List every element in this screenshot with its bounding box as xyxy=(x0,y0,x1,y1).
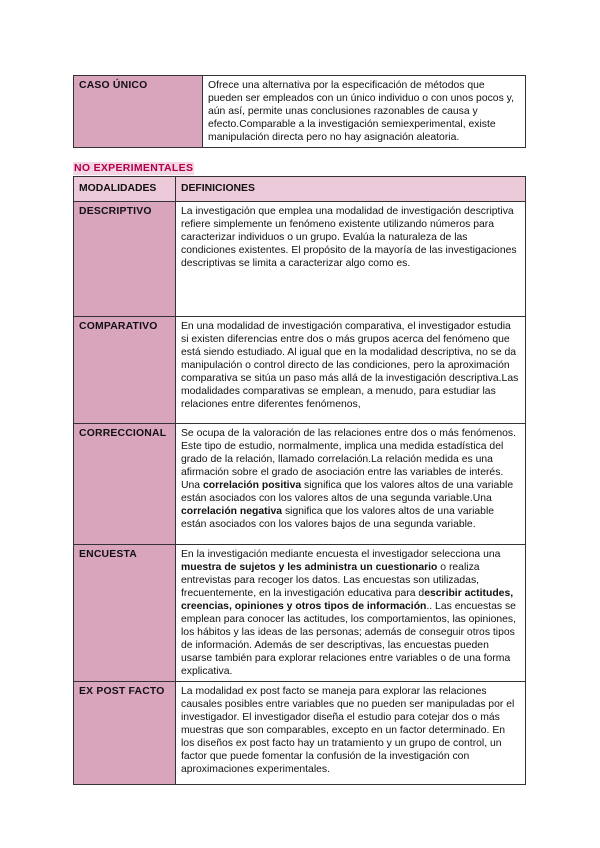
row-definition: Ofrece una alternativa por la especificación de métodos que pueden ser empleados con un único individuo o con unos pocos y, aún así, permite unas conclusiones razonables de causa y efecto.Comparable a la investigación semiexperimental, existe manipulación directa pero no hay asignación aleatoria. xyxy=(203,76,526,148)
emphasis-text: correlación negativa xyxy=(181,506,283,517)
table-row xyxy=(74,424,526,545)
row-label: EX POST FACTO xyxy=(74,682,176,785)
table-row xyxy=(74,317,526,424)
row-definition xyxy=(176,317,526,424)
table-header-row xyxy=(74,177,526,202)
definition-text: La modalidad ex post facto se maneja para explorar las relaciones causales posibles entre variables que no pueden ser manipuladas por el investigador. El investigador diseña el estudio para cotejar dos o más muestras que son comparables, excepto en un factor determinado. En los diseños ex post facto hay un tratamiento y un grupo de control, un factor que puede fomentar la confusión de la investigación con aproximaciones experimentales. xyxy=(181,686,515,775)
section-title: NO EXPERIMENTALES xyxy=(74,162,194,174)
table-row xyxy=(74,682,526,785)
row-label: CORRECCIONAL xyxy=(74,424,176,545)
row-definition xyxy=(176,202,526,317)
header-definiciones: DEFINICIONES xyxy=(176,177,526,202)
row-label: DESCRIPTIVO xyxy=(74,202,176,317)
definition-text: .. Las encuestas se emplean para conocer las actitudes, los comportamientos, las opiniones, los hábitos y las ideas de las personas; además de conseguir otros tipos de información. Además de ser descriptivas, las encuestas pueden usarse también para explorar relaciones entre variables o de una forma explicativa. xyxy=(181,601,516,677)
table-row xyxy=(74,76,526,148)
row-label: COMPARATIVO xyxy=(74,317,176,424)
definition-text: significa que los valores altos de una variable están asociados con los valores altos de una segunda variable.Una xyxy=(181,480,514,504)
table-row xyxy=(74,202,526,317)
definition-text: significa que los valores altos de una variable están asociados con los valores bajos de una segunda variable. xyxy=(181,506,495,530)
emphasis-text: muestra de sujetos y les administra un cuestionario xyxy=(181,562,438,573)
caso-unico-table xyxy=(73,75,526,148)
definition-text: o realiza entrevistas para recoger los datos. Las encuestas son utilizadas, frecuentemente, en la investigación educativa para d xyxy=(181,562,480,599)
definition-text: Se ocupa de la valoración de las relaciones entre dos o más fenómenos. Este tipo de estudio, normalmente, implica una medida estadística del grado de la relación, llamado correlación.La relación medida es una afirmación sobre el grado de asociación entre las variables de interés. Una xyxy=(181,428,517,491)
definition-text: En una modalidad de investigación comparativa, el investigador estudia si existen diferencias entre dos o más grupos acerca del fenómeno que está siendo estudiado. Al igual que en la modalidad descriptiva, no se da manipulación o control directo de las condiciones, pero la aproximación comparativa se sitúa un paso más allá de la investigación descriptiva.Las modalidades comparativas se emplean, a menudo, para estudiar las relaciones entre diferentes fenómenos, xyxy=(181,321,519,410)
modalidades-table xyxy=(73,176,526,785)
row-definition xyxy=(176,424,526,545)
row-definition xyxy=(176,545,526,682)
definition-text: En la investigación mediante encuesta el investigador selecciona una xyxy=(181,549,501,560)
row-label: CASO ÚNICO xyxy=(74,76,203,148)
definition-text: La investigación que emplea una modalidad de investigación descriptiva refiere simplemente un fenómeno existente utilizando números para caracterizar individuos o un grupo. Evalúa la naturaleza de las condiciones existentes. El propósito de la mayoría de las investigaciones descriptivas se limita a caracterizar algo como es. xyxy=(181,206,517,269)
emphasis-text: escribir actitudes, creencias, opiniones y otros tipos de información xyxy=(181,588,514,612)
row-label: ENCUESTA xyxy=(74,545,176,682)
table-row xyxy=(74,545,526,682)
header-modalidades: MODALIDADES xyxy=(74,177,176,202)
row-definition xyxy=(176,682,526,785)
emphasis-text: correlación positiva xyxy=(202,480,302,491)
